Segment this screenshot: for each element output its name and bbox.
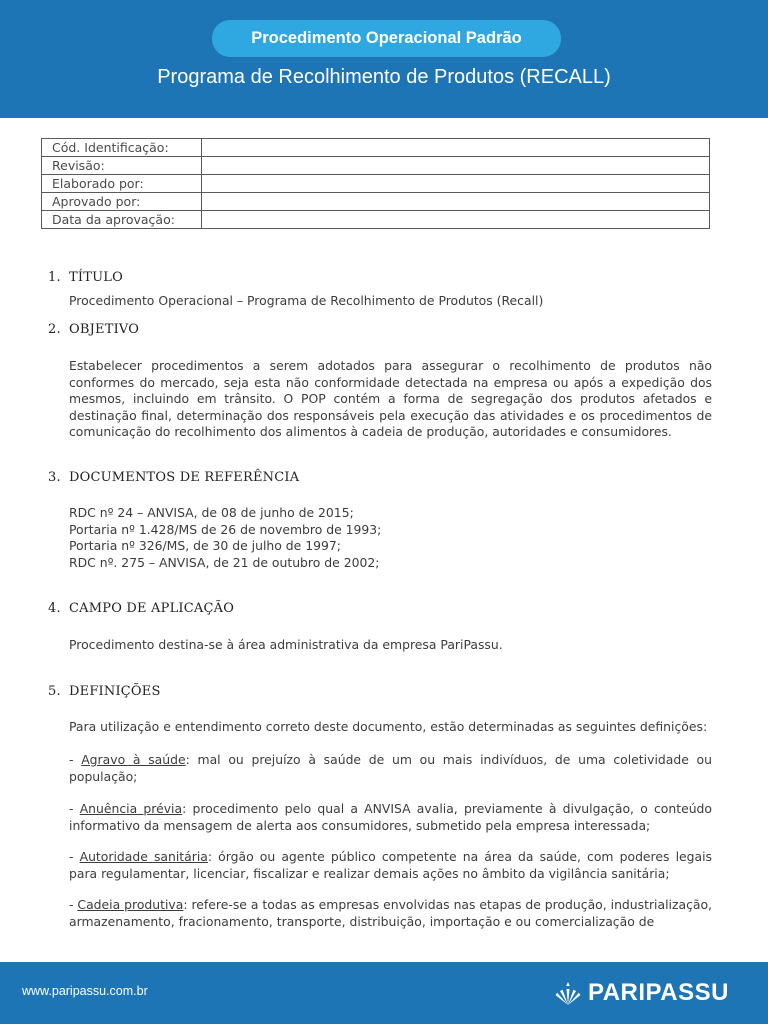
table-value	[202, 139, 710, 157]
table-row	[42, 175, 710, 193]
document-type-badge: Procedimento Operacional Padrão	[212, 20, 561, 57]
table-label: Elaborado por:	[42, 175, 202, 193]
document-title: Programa de Recolhimento de Produtos (RECALL)	[157, 66, 611, 88]
paragraph: Estabelecer procedimentos a serem adotados para assegurar o recolhimento de produtos não conformes do mercado, seja esta não conformidade detectada na empresa ou após a expedição dos mesmos, incluindo em trânsito. O POP contém a forma de segregação dos produtos afetados e destinação final, determinação dos responsáveis pela execução das atividades e os procedimentos de comunicação do recolhimento dos alimentos à cadeia de produção, autoridades e consumidores.	[69, 358, 712, 439]
definition-term: Autoridade sanitária	[79, 849, 208, 864]
page-footer	[0, 962, 768, 1024]
table-label: Revisão:	[42, 157, 202, 175]
company-logo	[554, 977, 729, 1009]
section-number: 5.	[48, 684, 61, 699]
definition-item: - Agravo à saúde: mal ou prejuízo à saúde de um ou mais indivíduos, de uma coletividade ou população;	[69, 752, 712, 784]
table-value	[202, 175, 710, 193]
reference-list	[69, 505, 712, 571]
section-heading-definicoes	[48, 684, 161, 699]
page-header	[0, 0, 768, 118]
section-heading-text: TÍTULO	[69, 270, 123, 285]
logo-text: PARIPASSU	[588, 979, 729, 1006]
list-item: RDC nº. 275 – ANVISA, de 21 de outubro de 2002;	[69, 554, 380, 570]
definition-term: Cadeia produtiva	[77, 897, 184, 912]
definition-term: Anuência prévia	[79, 801, 183, 816]
section-heading-titulo	[48, 270, 123, 285]
table-row	[42, 157, 710, 175]
paripassu-fan-icon	[554, 979, 582, 1007]
paragraph: Procedimento Operacional – Programa de Recolhimento de Produtos (Recall)	[69, 293, 544, 308]
table-row	[42, 193, 710, 211]
definition-term: Agravo à saúde	[81, 752, 186, 767]
definition-item: - Anuência prévia: procedimento pelo qual a ANVISA avalia, previamente à divulgação, o conteúdo informativo da mensagem de alerta aos consumidores, submetido pela empresa interessada;	[69, 801, 713, 833]
table-value	[202, 211, 710, 229]
definition-text: : refere-se a todas as empresas envolvidas nas etapas de produção, industrialização, armazenamento, fracionamento, transporte, distribuição, importação e ou comercialização de	[69, 897, 712, 929]
definitions-intro	[69, 719, 712, 736]
list-item: Portaria nº 326/MS, de 30 de julho de 1997;	[69, 538, 341, 553]
section-heading-text: OBJETIVO	[69, 322, 140, 337]
definition-text: : órgão ou agente público competente na área da saúde, com poderes legais para regulamentar, licenciar, fiscalizar e realizar demais ações no âmbito da vigilância sanitária;	[69, 849, 712, 881]
section-heading-objetivo	[48, 322, 139, 337]
section-number: 1.	[48, 270, 61, 285]
table-row	[42, 139, 710, 157]
list-item: Portaria nº 1.428/MS de 26 de novembro de 1993;	[69, 521, 382, 537]
paragraph: Para utilização e entendimento correto deste documento, estão determinadas as seguintes definições:	[69, 719, 708, 734]
definition-item: - Cadeia produtiva: refere-se a todas as empresas envolvidas nas etapas de produção, industrialização, armazenamento, fracionamento, transporte, distribuição, importação e ou comercialização de	[69, 897, 712, 929]
table-value	[202, 193, 710, 211]
definition-text: : mal ou prejuízo à saúde de um ou mais indivíduos, de uma coletividade ou população;	[69, 752, 712, 784]
table-row	[42, 211, 710, 229]
table-value	[202, 157, 710, 175]
section-heading-documentos	[48, 470, 299, 485]
section-heading-campo	[48, 601, 234, 616]
section-number: 2.	[48, 322, 61, 337]
section-heading-text: CAMPO DE APLICAÇÃO	[69, 601, 235, 616]
section-text-campo	[69, 637, 712, 654]
table-label: Cód. Identificação:	[42, 139, 202, 157]
identification-table	[41, 138, 710, 229]
section-text-titulo	[69, 293, 712, 310]
table-label: Data da aprovação:	[42, 211, 202, 229]
definition-item: - Autoridade sanitária: órgão ou agente público competente na área da saúde, com poderes legais para regulamentar, licenciar, fiscalizar e realizar demais ações no âmbito da vigilância sanitária;	[69, 849, 712, 881]
section-heading-text: DOCUMENTOS DE REFERÊNCIA	[69, 470, 300, 485]
section-number: 3.	[48, 470, 61, 485]
paragraph: Procedimento destina-se à área administrativa da empresa PariPassu.	[69, 637, 503, 652]
section-number: 4.	[48, 601, 61, 616]
website-link[interactable]: www.paripassu.com.br	[22, 984, 148, 998]
section-text-objetivo	[69, 358, 712, 441]
definition-text: : procedimento pelo qual a ANVISA avalia, previamente à divulgação, o conteúdo informativo da mensagem de alerta aos consumidores, submetido pela empresa interessada;	[69, 801, 713, 833]
table-label: Aprovado por:	[42, 193, 202, 211]
list-item: RDC nº 24 – ANVISA, de 08 de junho de 2015;	[69, 505, 354, 520]
section-heading-text: DEFINIÇÕES	[69, 684, 161, 699]
